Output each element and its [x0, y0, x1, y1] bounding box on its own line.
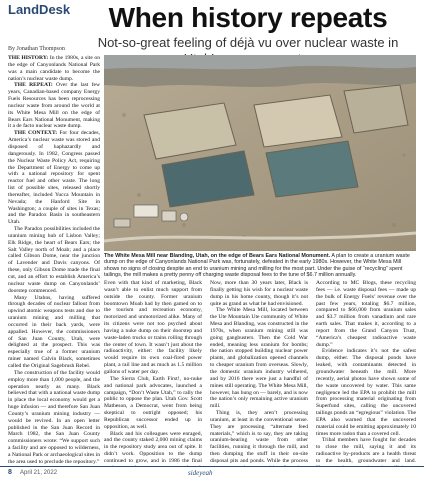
paragraph-text: According to MC Blogs, these recycling fees — i.e. waste disposal fees — made up the bulk of Energy Fuels’ revenue over the past few years, totaling $6.7 million, compared to $66,000 from uranium sales and $3.7 million from vanadium and rare earth sales. That makes it, according to a report from the Grand Canyon Trust, “America’s cheapest radioactive waste dump.” — [316, 280, 416, 348]
article-column-1 — [8, 55, 100, 465]
page-number: 8 — [8, 469, 12, 476]
paragraph-text: Over the last few years, Canadian-based company Energy Fuels Resources has been reprocessing nuclear waste from around the world at its White Mesa Mill on the edge of Bears Ears National Monument, making it a de facto nuclear waste dump. — [8, 82, 100, 130]
issue-date: April 21, 2022 — [20, 470, 58, 476]
paragraph-text: In the 1980s, a site on the edge of Canyonlands National Park was a main candidate to become the nation’s nuclear waste dump. — [8, 55, 100, 82]
article-paragraph — [210, 307, 308, 410]
article-photo-white-mesa-mill — [104, 55, 416, 251]
paragraph-text: The Sierra Club, Earth First!, no-nuke and national park advocates, launched a campaign, “Don’t Waste Utah,” to rally the public to oppose the plan. Utah Gov. Scott Matheson, a Democrat, went from being skeptical to outright opposed; his Republican successor ended up in opposition, as well. — [104, 375, 202, 430]
article-paragraph — [104, 376, 202, 431]
article-paragraph — [8, 55, 100, 82]
page-footer — [0, 466, 424, 481]
article-paragraph — [210, 280, 308, 307]
paragraph-kicker: THE REPEAT: — [14, 82, 53, 89]
paragraph-text: Black and his colleagues were enraged, and the county staked 2,000 mining claims in the repository study area out of spite. It didn’t work. Opposition to the dump continued to grow, and in 1986 the final — [104, 430, 202, 464]
paragraph-kicker: THE HISTORY: — [8, 55, 49, 61]
byline: By Jonathan Thompson — [8, 46, 65, 52]
paragraph-text: Even with that kind of marketing, Black wasn’t able to enlist much support from outside the county. Former uranium boomtown Moab had by then gamed on to the tourism and recreation economy, motorized and unmotorized alike. Many of its citizens were not too psyched about having a nuke dump on their doorstep and waste-laden trucks or trains rolling through the center of town. It wasn’t just about the radioactivity, either: the facility likely would require its own coal-fired power plant, a rail line and as much as 1.5 million gallons of water per day. — [104, 280, 202, 375]
paragraph-text: The White Mesa Mill, located between the Ute Mountain Ute community of White Mesa and Blanding, was constructed in the 1970s, when uranium mining still was going gangbusters. Then the Cold War ended, meaning less uranium for bombs; the nation stopped building nuclear power plants, and globalization opened channels to cheaper uranium from overseas. Slowly, the domestic uranium industry withered, and by 2016 there were just a handful of mines still operating. The White Mesa Mill, however, has hung on — barely, and is now the nation’s only remaining active uranium mill. — [210, 307, 308, 410]
paragraph-kicker: THE CONTEXT: — [14, 130, 58, 137]
paragraph-text: Tribal members have fought for decades to close the mill, saying it and its radioactive by-products are a health threat to the health, groundwater and land. — [316, 437, 416, 464]
paragraph-text: For four decades, America’s nuclear waste was stored and disposed of haphazardly and dangerously. In 1982, Congress passed the Nuclear Waste Policy Act, requiring the Department of Energy to come up with a national repository for spent reactor fuel and other waste. The long list of possible sites, released shortly thereafter, included Yucca Mountain in Nevada; the Hanford Site in Washington; a couple of sites in Texas; and the Paradox Basin in southeastern Utah. — [8, 130, 100, 226]
article-paragraph — [104, 431, 202, 466]
article-paragraph — [316, 348, 416, 437]
article-paragraph — [316, 280, 416, 348]
paragraph-text: The Paradox possibilities included the uranium mining hub of Lisbon Valley; Elk Ridge, the heart of Bears Ears; the Salt Valley north of Moab; and a place called Gibson Dome, near the junction of Lavender and Davis canyons. Of these, only Gibson Dome made the final cut, and an effort to establish America’s nuclear waste dump on Canyonlands’ doorstep commenced. — [8, 226, 100, 294]
section-label: LandDesk — [8, 2, 71, 17]
photo-caption — [104, 253, 416, 279]
paragraph-text: Evidence indicates it’s not the safest dump, either. The disposal ponds have leaked, with contaminants detected in groundwater beneath the mill. More recently, aerial photos have shown some of the waste uncovered by water. This same negligence led the EPA to prohibit the mill from processing material originating from Superfund sites, calling the uncovered tailings ponds an “egregious” violation. The EPA also warned that the uncovered material could be emitting approximately 10 times more radon than a covered cell. — [316, 348, 416, 437]
paragraph-text: Thing is, they aren’t processing uranium, at least in the conventional sense. They are processing “alternate feed materials,” which is to say, they are taking uranium-bearing waste from other facilities, running it through the mill, and then dumping the stuff in their on-site disposal pits and ponds. While the process — [210, 410, 308, 464]
subheadline: Not-so-great feeling of déjà vu over nuclear waste in — [97, 35, 399, 50]
aerial-photo — [104, 55, 416, 251]
article-paragraph — [8, 82, 100, 130]
paragraph-text: The construction of the facility would employ more than 1,000 people, and the operation nearly as many. Black believed that with a national waste dump in place the local economy would get a huge infusion — and therefore San Juan County’s uranium mining industry — would be revived. In an open letter published in the San Juan Record in March 1982, the San Juan County commissioners wrote: “We support such a facility and are opposed to wilderness, a National Park or archaeological sites in the area used to preclude the repository.” — [8, 369, 100, 465]
headline: When history repeats — [108, 2, 388, 33]
article-column-3 — [210, 280, 308, 466]
caption-lead: The White Mesa Mill near Blanding, Utah, on the edge of Bears Ears National Monument. — [104, 253, 331, 259]
article-paragraph — [8, 295, 100, 370]
article-paragraph — [8, 370, 100, 465]
paragraph-text: Many Utahns, having suffered through decades of nuclear fallout from upwind atomic weapons tests and due to uranium mining and milling that occurred in their back yards, were appalled. However, the commissioners of San Juan County, Utah, were delighted at the prospect. This was especially true of a former uranium miner named Calvin Black, sometimes called the Original Sagebrush Rebel. — [8, 294, 100, 369]
article-paragraph — [8, 226, 100, 294]
article-paragraph — [104, 280, 202, 376]
caption-body: A plan to create a uranium waste dump on the edge of Canyonlands National Park was, fortunately, defeated in the early 1980s. However, the White Mesa Mill shows no signs of closing despite an end to uranium mining and milling for the most part. Under the guise of “recycling” spent tailings, the mill makes a pretty penny off charging waste disposal fees to the tune of $6.7 million annually. — [104, 253, 410, 279]
footer-paper-name: sideyeah — [188, 469, 213, 477]
article-paragraph — [210, 410, 308, 466]
article-paragraph — [8, 130, 100, 226]
article-column-2 — [104, 280, 202, 466]
article-column-4 — [316, 280, 416, 466]
article-paragraph — [316, 437, 416, 466]
paragraph-text: Now, more than 30 years later, Black is finally getting his wish for a nuclear waste dump in his home county, though it’s not quite as grand as what he had envisioned. — [210, 280, 308, 307]
